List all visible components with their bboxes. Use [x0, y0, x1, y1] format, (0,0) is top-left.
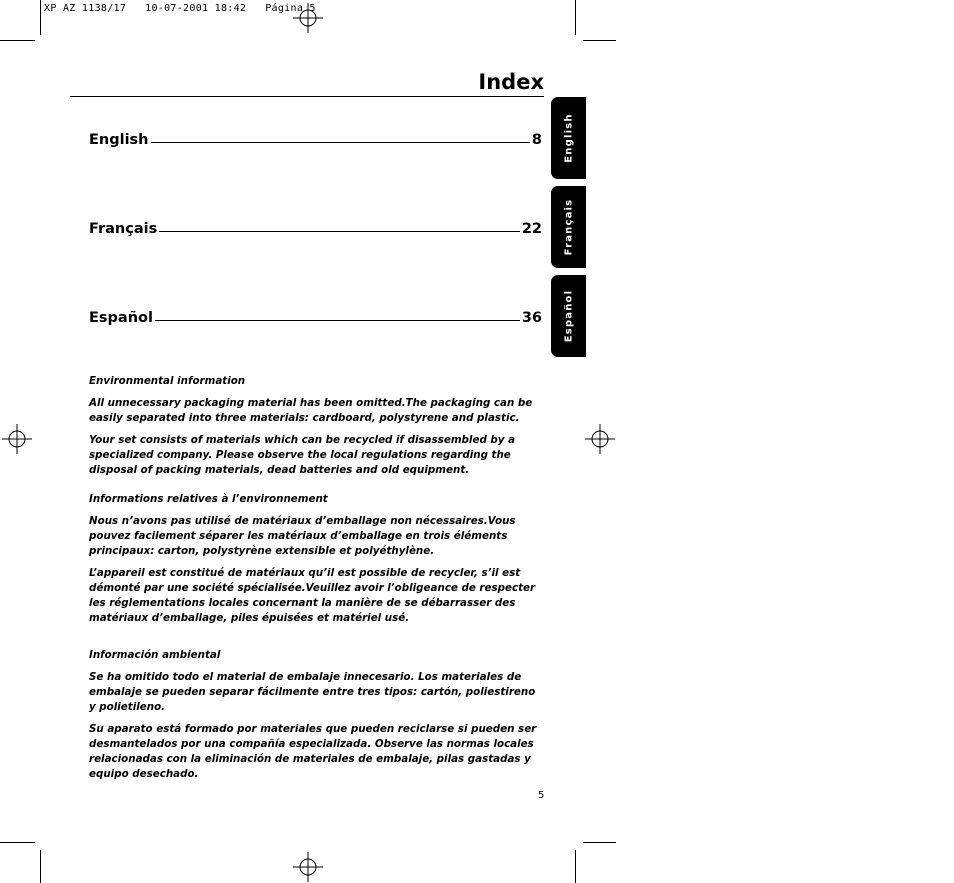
paragraph: L’appareil est constitué de matériaux qu’il est possible de recycler, s’il est démonté par une société spécialisée.Veuillez avoir l’obligeance de respecter les réglementations locales concernant la manière de se débarrasser des matériaux d’emballage, piles épuisées et matériel usé. — [89, 567, 536, 624]
toc-entry-francais — [89, 217, 542, 237]
side-tab-francais — [551, 186, 586, 268]
side-tab-espanol — [551, 275, 586, 357]
side-tab-label: English — [563, 113, 574, 163]
toc-page-number: 22 — [521, 221, 542, 237]
side-tab-label: Español — [563, 289, 574, 343]
toc-leader-line — [155, 320, 520, 321]
toc-leader-line — [151, 142, 530, 143]
toc-label: Français — [89, 221, 158, 237]
environment-section-english — [89, 374, 539, 478]
section-heading: Información ambiental — [89, 649, 221, 661]
toc-label: Español — [89, 310, 153, 326]
toc-page-number: 36 — [521, 310, 542, 326]
environment-section-spanish — [89, 648, 539, 782]
title-rule — [70, 96, 544, 97]
registration-mark-left — [2, 424, 32, 454]
page-number: 5 — [538, 790, 545, 801]
registration-mark-right — [585, 424, 615, 454]
toc-label: English — [89, 132, 149, 148]
toc-entry-espanol — [89, 306, 542, 326]
toc-page-number: 8 — [531, 132, 542, 148]
toc-leader-line — [159, 231, 520, 232]
paragraph: Su aparato está formado por materiales que pueden reciclarse si pueden ser desmantelados por una compañía especializada. Observe las normas locales relacionadas con la eliminación de materiales de embalaje, pilas gastadas y equipo desechado. — [89, 723, 537, 780]
paragraph: Your set consists of materials which can be recycled if disassembled by a specialized company. Please observe the local regulations regarding the disposal of packing materials, dead batteries and old equipment. — [89, 434, 516, 476]
print-slug: XP AZ 1138/17 10-07-2001 18:42 Página 5 — [44, 3, 316, 14]
toc-entry-english — [89, 128, 542, 148]
section-heading: Informations relatives à l’environnement — [89, 493, 328, 505]
paragraph: Nous n’avons pas utilisé de matériaux d’emballage non nécessaires.Vous pouvez facilement séparer les matériaux d’emballage en trois éléments principaux: carton, polystyrène extensible et polyéthylène. — [89, 515, 516, 557]
registration-mark-bottom — [293, 852, 323, 882]
paragraph: Se ha omitido todo el material de embalaje innecesario. Los materiales de embalaje se pueden separar fácilmente entre tres tipos: cartón, poliestireno y polietileno. — [89, 671, 536, 713]
environment-section-french — [89, 492, 539, 626]
registration-mark-top — [293, 3, 323, 33]
side-tab-english — [551, 97, 586, 179]
page-title: Index — [478, 70, 544, 94]
side-tab-label: Français — [563, 198, 574, 256]
paragraph: All unnecessary packaging material has been omitted.The packaging can be easily separated into three materials: cardboard, polystyrene and plastic. — [89, 397, 533, 424]
section-heading: Environmental information — [89, 375, 246, 387]
